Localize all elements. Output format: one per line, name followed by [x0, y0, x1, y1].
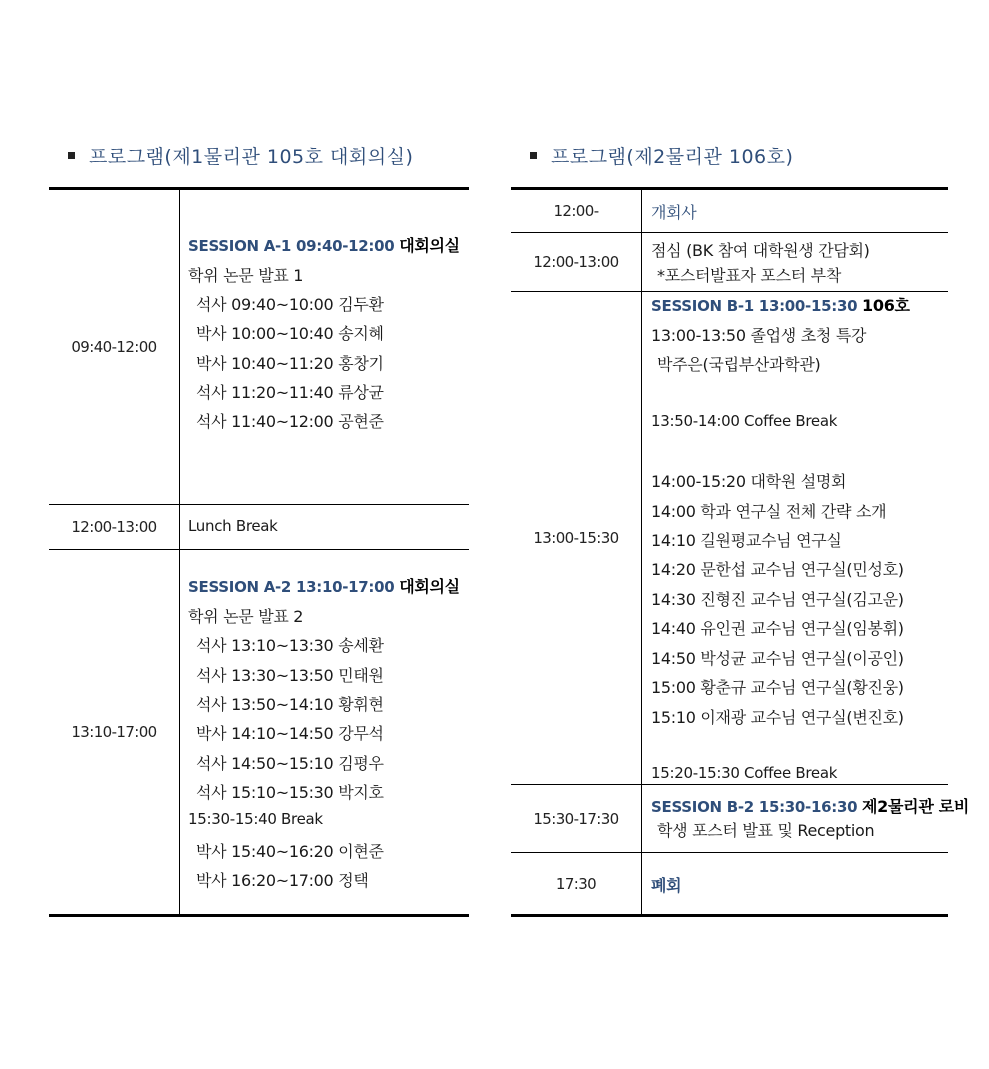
special-talk: 13:00-13:50 졸업생 초청 특강: [651, 326, 867, 345]
lunch-text: 점심 (BK 참여 대학원생 간담회): [651, 241, 870, 260]
list-item: 석사 15:10~15:30 박지호: [196, 783, 384, 802]
table-row: [511, 853, 948, 914]
session-label: SESSION A-1 09:40-12:00: [188, 237, 395, 255]
square-bullet-icon: [68, 152, 75, 159]
room-label: 106호: [862, 296, 910, 315]
list-item: 15:10 이재광 교수님 연구실(변진호): [651, 708, 904, 727]
table-row: [511, 292, 948, 785]
table-row: [511, 190, 948, 233]
time-cell: 17:30: [555, 874, 597, 893]
list-item: 박사 10:40~11:20 홍창기: [196, 354, 384, 373]
list-item: 14:10 길원평교수님 연구실: [651, 531, 842, 550]
coffee-break: 15:20-15:30 Coffee Break: [651, 764, 838, 782]
info-session: 14:00-15:20 대학원 설명회: [651, 472, 847, 491]
room-label: 대회의실: [399, 236, 460, 255]
session-line: [651, 293, 910, 316]
time-cell: 15:30-17:30: [533, 809, 619, 828]
right-heading: [530, 142, 793, 169]
list-item: 14:40 유인권 교수님 연구실(임봉휘): [651, 619, 904, 638]
table-row: [511, 232, 948, 292]
list-item: 박사 16:20~17:00 정택: [196, 871, 369, 890]
session-label: SESSION A-2 13:10-17:00: [188, 578, 395, 596]
right-program-table: [511, 187, 970, 917]
session-line: [651, 794, 969, 817]
list-item: 박사 15:40~16:20 이현준: [196, 842, 384, 861]
lunch-break-text: Lunch Break: [188, 517, 278, 535]
time-cell: 12:00-13:00: [71, 517, 157, 536]
list-item: 석사 09:40~10:00 김두환: [196, 295, 384, 314]
list-item: 박사 10:00~10:40 송지혜: [196, 324, 384, 343]
list-item: 14:20 문한섭 교수님 연구실(민성호): [651, 560, 904, 579]
session-label: SESSION B-2 15:30-16:30: [651, 798, 858, 816]
left-heading: [68, 142, 413, 169]
time-cell: 09:40-12:00: [71, 338, 157, 356]
session-title: 학위 논문 발표 1: [188, 266, 304, 285]
list-item: 15:00 황춘규 교수님 연구실(황진웅): [651, 678, 904, 697]
time-cell: 13:10-17:00: [71, 723, 157, 741]
table-row: [49, 550, 469, 914]
list-item: 박사 14:10~14:50 강무석: [196, 724, 384, 743]
list-item: 석사 11:40~12:00 공현준: [196, 412, 384, 431]
list-item: 석사 13:30~13:50 민태원: [196, 666, 384, 685]
room-label: 대회의실: [399, 577, 460, 596]
table-row: [511, 785, 970, 853]
session-title: 학위 논문 발표 2: [188, 607, 304, 626]
session-label: SESSION B-1 13:00-15:30: [651, 297, 858, 315]
square-bullet-icon: [530, 152, 537, 159]
list-item: 석사 13:10~13:30 송세환: [196, 636, 384, 655]
right-heading-text: 프로그램(제2물리관 106호): [551, 146, 794, 168]
list-item: 14:30 진형진 교수님 연구실(김고운): [651, 590, 904, 609]
poster-session: 학생 포스터 발표 및 Reception: [657, 821, 875, 840]
break-text: 15:30-15:40 Break: [188, 810, 323, 828]
list-item: 석사 14:50~15:10 김평우: [196, 754, 384, 773]
poster-note: *포스터발표자 포스터 부착: [657, 266, 841, 285]
list-item: 14:00 학과 연구실 전체 간략 소개: [651, 502, 887, 521]
table-row: [49, 190, 469, 505]
list-item: 석사 11:20~11:40 류상균: [196, 383, 384, 402]
list-item: 석사 13:50~14:10 황휘현: [196, 695, 384, 714]
list-item: 14:50 박성균 교수님 연구실(이공인): [651, 649, 904, 668]
time-cell: 12:00-: [553, 202, 599, 220]
time-cell: 12:00-13:00: [533, 252, 619, 271]
left-program-table: [49, 187, 469, 917]
time-cell: 13:00-15:30: [533, 529, 619, 547]
left-heading-text: 프로그램(제1물리관 105호 대회의실): [89, 146, 414, 168]
coffee-break: 13:50-14:00 Coffee Break: [651, 412, 838, 430]
session-line: [188, 233, 460, 256]
session-line: [188, 574, 460, 597]
room-label: 제2물리관 로비: [862, 797, 970, 816]
opening-text: 개회사: [651, 203, 697, 222]
closing-text: 폐회: [651, 876, 682, 895]
table-row: [49, 504, 469, 550]
speaker: 박주은(국립부산과학관): [657, 355, 821, 374]
